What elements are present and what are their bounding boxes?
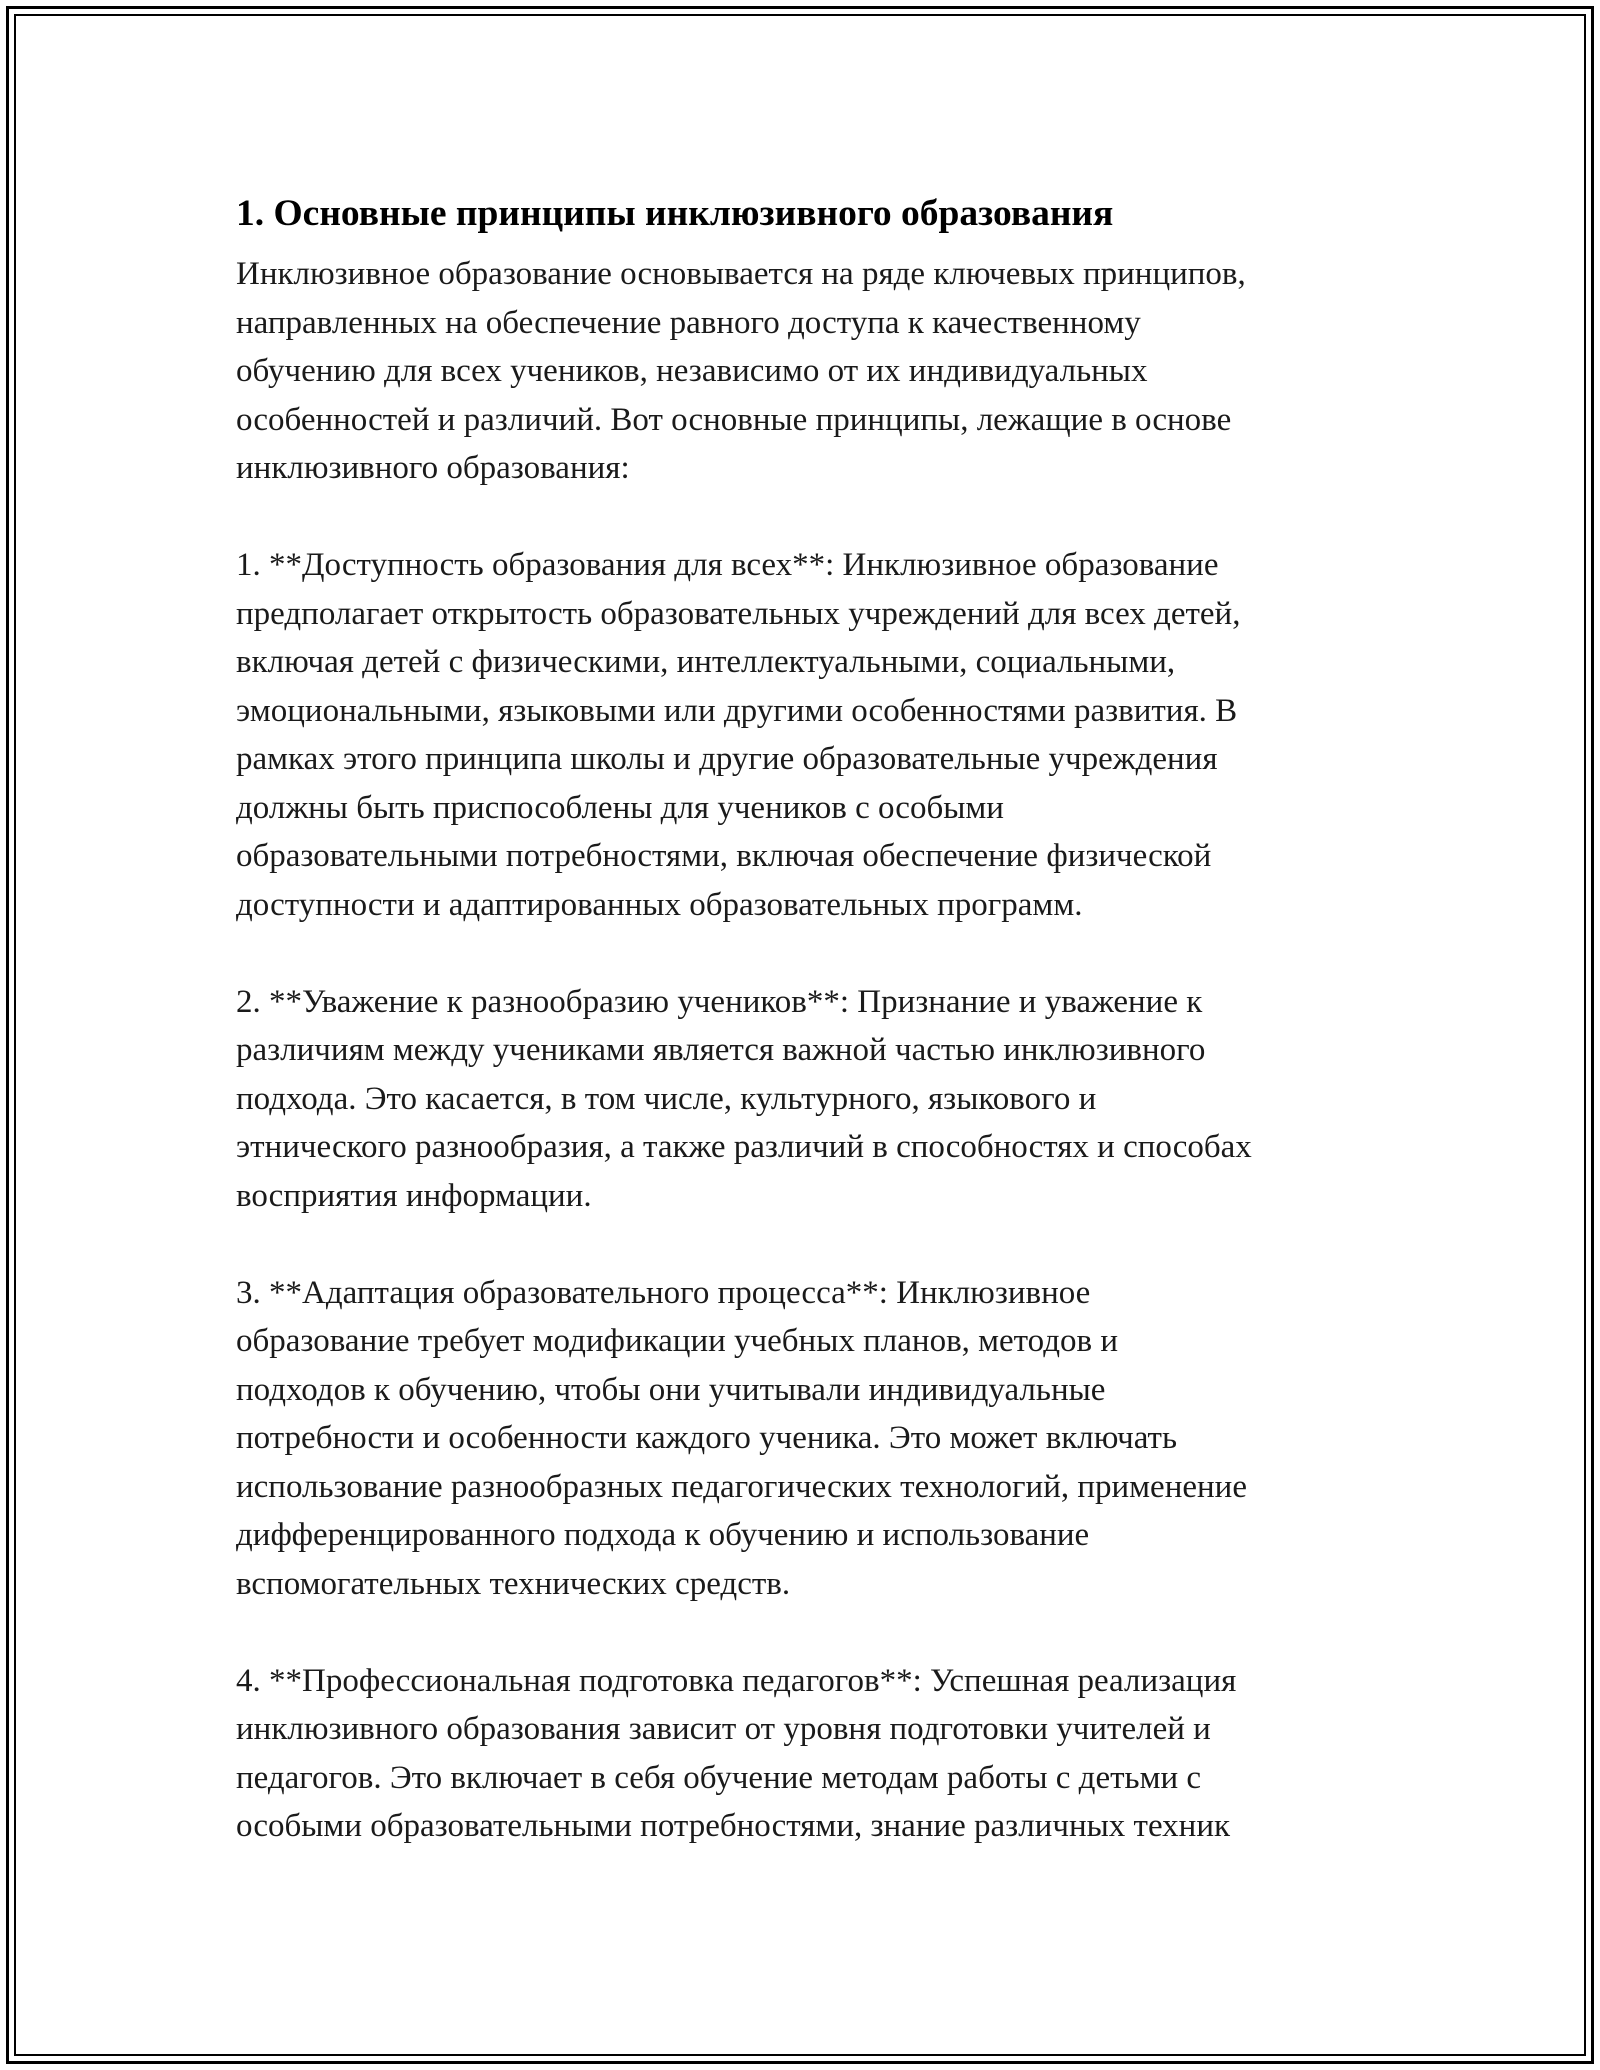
principle-paragraph-1: 1. **Доступность образования для всех**: Инклюзивное образование предполагает открытость образовательных учреждений для всех детей, включая детей с физическими, интеллектуальными, социальными, эмоциональными, языковыми или другими особенностями развития. В рамках этого принципа школы и другие образовательные учреждения должны быть приспособлены для учеников с особыми образовательными потребностями, включая обеспечение физической доступности и адаптированных образовательных программ. [236, 547, 1241, 923]
section-heading: 1. Основные принципы инклюзивного образования [236, 193, 1114, 234]
principle-paragraph-3: 3. **Адаптация образовательного процесса**: Инклюзивное образование требует модификации учебных планов, методов и подходов к обучению, чтобы они учитывали индивидуальные потребности и особенности каждого ученика. Это может включать использование разнообразных педагогических технологий, применение дифференцированного подхода к обучению и использование вспомогательных технических средств. [236, 1274, 1247, 1602]
principle-paragraph-2: 2. **Уважение к разнообразию учеников**: Признание и уважение к различиям между учениками является важной частью инклюзивного подхода. Это касается, в том числе, культурного, языкового и этнического разнообразия, а также различий в способностях и способах восприятия информации. [236, 983, 1252, 1214]
intro-paragraph: Инклюзивное образование основывается на ряде ключевых принципов, направленных на обеспечение равного доступа к качественному обучению для всех учеников, независимо от их индивидуальных особенностей и различий. Вот основные принципы, лежащие в основе инклюзивного образования: [236, 256, 1246, 486]
document-body [236, 188, 1396, 1851]
principle-paragraph-4: 4. **Профессиональная подготовка педагогов**: Успешная реализация инклюзивного образования зависит от уровня подготовки учителей и педагогов. Это включает в себя обучение методам работы с детьми с особыми образовательными потребностями, знание различных техник [236, 1662, 1237, 1844]
